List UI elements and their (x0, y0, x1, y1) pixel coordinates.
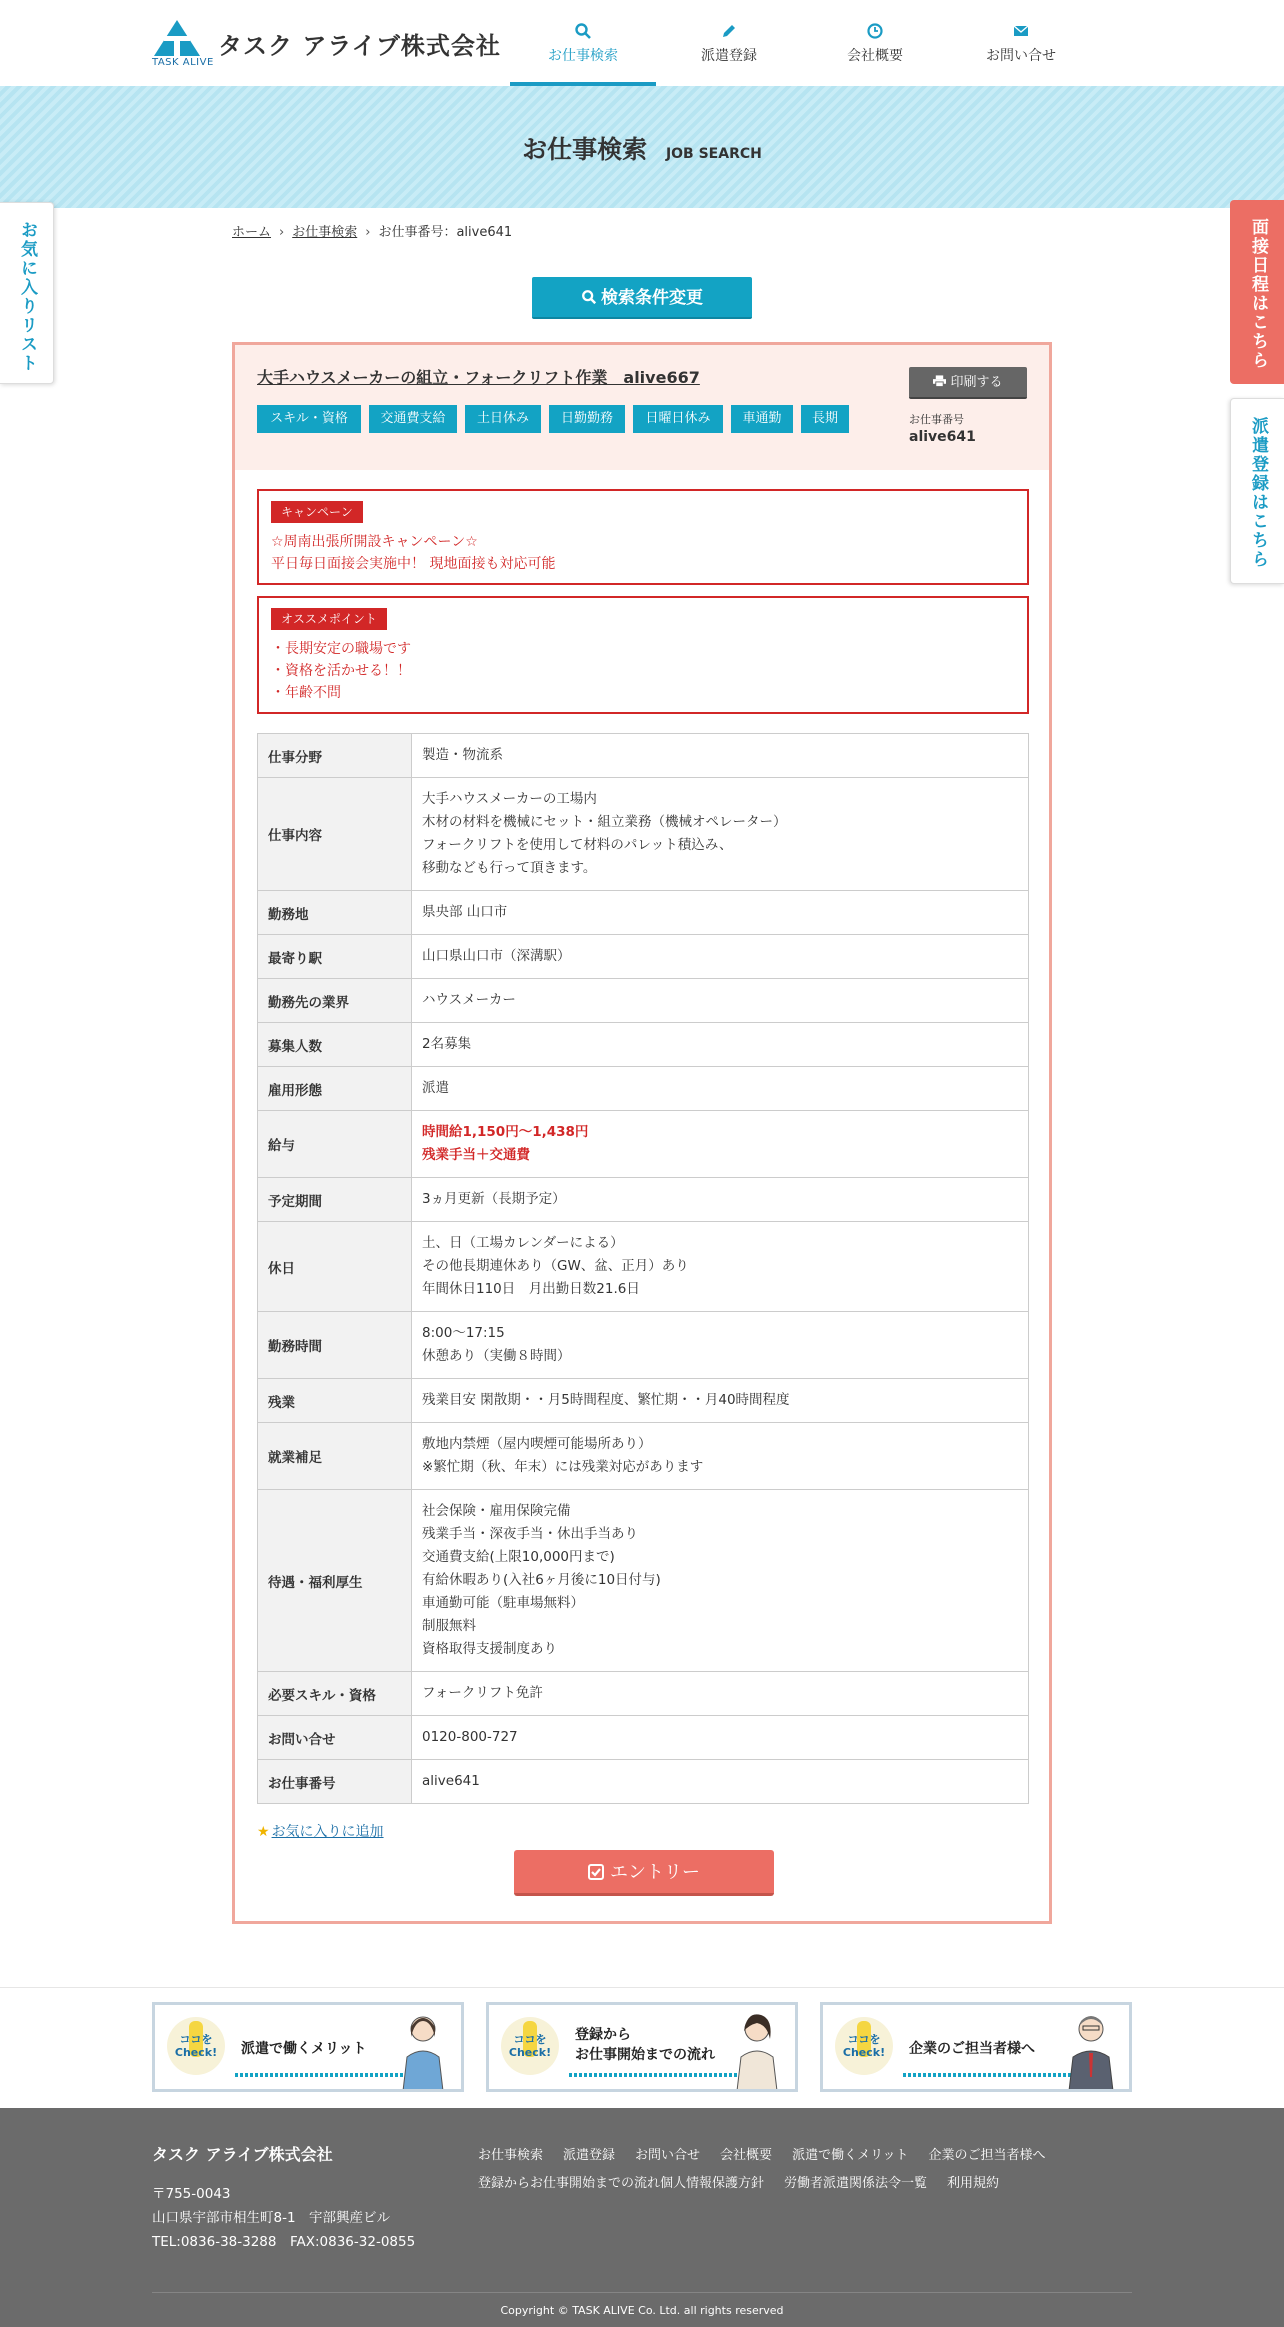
spec-row (258, 1178, 1029, 1222)
banner-strip (235, 2073, 415, 2077)
spec-label: 予定期間 (258, 1178, 412, 1222)
spec-row (258, 891, 1029, 935)
spec-value (412, 935, 1029, 979)
site-footer (0, 2108, 1284, 2327)
spec-value (412, 1222, 1029, 1312)
spec-row (258, 778, 1029, 891)
spec-label: 勤務時間 (258, 1312, 412, 1379)
spec-line: alive641 (422, 1773, 480, 1789)
spec-label: 休日 (258, 1222, 412, 1312)
spec-row (258, 1490, 1029, 1672)
job-title[interactable]: 大手ハウスメーカーの組立・フォークリフト作業 alive667 (257, 368, 700, 387)
spec-row (258, 1067, 1029, 1111)
footer-link-corporate[interactable]: 企業のご担当者様へ (928, 2148, 1046, 2163)
spec-line: フォークリフトを使用して材料のパレット積込み、 (422, 837, 733, 853)
spec-line: 制服無料 (422, 1618, 476, 1634)
search-icon (574, 22, 592, 40)
spec-row (258, 1760, 1029, 1804)
site-header (0, 0, 1284, 86)
spec-value (412, 1379, 1029, 1423)
spec-row (258, 1672, 1029, 1716)
footer-street: 山口県宇部市相生町8-1 宇部興産ビル (152, 2210, 391, 2226)
spec-label: 勤務地 (258, 891, 412, 935)
banner-line: お仕事開始までの流れ (575, 2047, 715, 2063)
spec-label: 雇用形態 (258, 1067, 412, 1111)
recommend-box (257, 596, 1029, 714)
spec-line: 3ヵ月更新（長期予定） (422, 1191, 566, 1207)
envelope-icon (1012, 22, 1030, 40)
interview-schedule-label: 面接日程はこちら (1248, 218, 1268, 370)
logo-subtitle: TASK ALIVE (152, 57, 214, 68)
spec-line: 大手ハウスメーカーの工場内 (422, 791, 597, 807)
breadcrumb-current: お仕事番号：alive641 (378, 225, 513, 240)
spec-label: 就業補足 (258, 1423, 412, 1490)
campaign-badge: キャンペーン (271, 501, 363, 523)
spec-label: 給与 (258, 1111, 412, 1178)
spec-line: 車通勤可能（駐車場無料） (422, 1595, 584, 1611)
footer-link-laws[interactable]: 労働者派遣関係法令一覧 (784, 2176, 928, 2191)
job-spec-table (257, 733, 1029, 1804)
recommend-line: ・年齢不問 (271, 685, 341, 701)
spec-line: 製造・物流系 (422, 747, 503, 763)
spec-label: 待遇・福利厚生 (258, 1490, 412, 1672)
spec-line: ハウスメーカー (422, 992, 516, 1008)
spec-value (412, 734, 1029, 778)
spec-row (258, 1716, 1029, 1760)
logo-text: タスク アライブ株式会社 (218, 32, 501, 60)
spec-value (412, 1490, 1029, 1672)
nav-label: 派遣登録 (701, 48, 757, 64)
add-favorite-link[interactable] (257, 1821, 384, 1841)
spec-row (258, 1379, 1029, 1423)
nav-label: お問い合せ (986, 48, 1056, 64)
job-tag: 長期 (801, 405, 849, 433)
breadcrumb-home[interactable]: ホーム (232, 225, 272, 240)
banner-dispatch-merit[interactable] (152, 2002, 464, 2092)
banner-text (575, 2025, 715, 2065)
spec-line: 派遣 (422, 1080, 449, 1096)
check-badge (835, 2017, 893, 2075)
footer-phone: TEL:0836-38-3288 FAX:0836-32-0855 (152, 2234, 416, 2250)
section-divider (0, 1987, 1284, 1988)
spec-value (412, 1111, 1029, 1178)
spec-line: 県央部 山口市 (422, 904, 508, 920)
staff-woman-illustration (393, 2007, 453, 2091)
spec-line: 資格取得支援制度あり (422, 1641, 557, 1657)
spec-value (412, 1312, 1029, 1379)
footer-divider (152, 2292, 1132, 2293)
spec-label: 仕事内容 (258, 778, 412, 891)
job-tag: 交通費支給 (369, 405, 457, 433)
spec-row (258, 979, 1029, 1023)
spec-value (412, 1672, 1029, 1716)
banner-line: 登録から (575, 2027, 631, 2043)
spec-line: 移動なども行って頂きます。 (422, 860, 597, 876)
nav-contact[interactable] (948, 0, 1094, 86)
spec-line: フォークリフト免許 (422, 1685, 543, 1701)
spec-value (412, 1023, 1029, 1067)
entry-button[interactable] (514, 1850, 774, 1896)
campaign-line: 平日毎日面接会実施中！ 現地面接も対応可能 (271, 556, 556, 572)
registration-label: 派遣登録はこちら (1248, 417, 1268, 569)
banner-text (241, 2039, 366, 2059)
spec-line: 敷地内禁煙（屋内喫煙可能場所あり） (422, 1436, 652, 1452)
businessman-illustration (1061, 2007, 1121, 2091)
spec-label: お問い合せ (258, 1716, 412, 1760)
job-tag: 車通勤 (731, 405, 793, 433)
spec-label: 勤務先の業界 (258, 979, 412, 1023)
spec-row (258, 1312, 1029, 1379)
spec-line: 残業目安 閑散期・・月5時間程度、繁忙期・・月40時間程度 (422, 1392, 790, 1408)
spec-line: 年間休日110日 月出勤日数21.6日 (422, 1281, 640, 1297)
check-text: ココを Check! (842, 2033, 886, 2059)
spec-line: 交通費支給(上限10,000円まで) (422, 1549, 615, 1565)
spec-line: 休憩あり（実働８時間） (422, 1348, 571, 1364)
spec-value (412, 1716, 1029, 1760)
recommend-line: ・資格を活かせる！！ (271, 663, 411, 679)
nav-label: 会社概要 (847, 48, 903, 64)
favorites-list-tab[interactable] (0, 202, 54, 384)
chevron-right-icon: › (365, 225, 371, 240)
page-hero (0, 86, 1284, 208)
spec-row (258, 1023, 1029, 1067)
footer-links (478, 2142, 1098, 2198)
footer-link-merit[interactable]: 派遣で働くメリット (792, 2148, 909, 2163)
footer-link-contact[interactable]: お問い合せ (635, 2148, 701, 2163)
footer-link-job-search[interactable]: お仕事検索 (478, 2148, 544, 2163)
print-button[interactable] (909, 367, 1027, 399)
spec-value (412, 778, 1029, 891)
spec-label: 仕事分野 (258, 734, 412, 778)
spec-label: お仕事番号 (258, 1760, 412, 1804)
spec-label: 募集人数 (258, 1023, 412, 1067)
chevron-right-icon: › (279, 225, 285, 240)
job-card-header (235, 345, 1049, 470)
job-tag: 日勤勤務 (549, 405, 625, 433)
spec-line: 土、日（工場カレンダーによる） (422, 1235, 624, 1251)
spec-value (412, 1178, 1029, 1222)
spec-row (258, 734, 1029, 778)
spec-line: その他長期連休あり（GW、盆、正月）あり (422, 1258, 689, 1274)
nav-job-search[interactable] (510, 0, 656, 86)
nav-label: お仕事検索 (548, 48, 618, 64)
footer-copyright: Copyright © TASK ALIVE Co. Ltd. all rights reserved (500, 2304, 784, 2317)
nav-registration[interactable] (656, 0, 802, 86)
banner-text (909, 2039, 1035, 2059)
banner-flow[interactable] (486, 2002, 798, 2092)
check-text: ココを Check! (174, 2033, 218, 2059)
banner-strip (903, 2073, 1083, 2077)
page-title (0, 130, 1284, 166)
print-label: 印刷する (950, 375, 1003, 390)
footer-company: タスク アライブ株式会社 (152, 2145, 333, 2164)
spec-line: 2名募集 (422, 1036, 472, 1052)
check-badge (501, 2017, 559, 2075)
interview-schedule-tab[interactable] (1230, 200, 1284, 384)
printer-icon (933, 375, 946, 387)
spec-label: 残業 (258, 1379, 412, 1423)
change-search-button[interactable] (532, 277, 752, 319)
entry-label: エントリー (610, 1862, 700, 1883)
footer-link-terms[interactable]: 利用規約 (947, 2176, 1000, 2191)
spec-line: 山口県山口市（深溝駅） (422, 948, 571, 964)
favorites-list-label: お気に入りリスト (17, 221, 37, 373)
spec-value (412, 1067, 1029, 1111)
recommend-text (271, 638, 411, 704)
check-square-icon (588, 1864, 604, 1880)
spec-line: 残業手当＋交通費 (422, 1147, 530, 1163)
spec-line: 残業手当・深夜手当・休出手当あり (422, 1526, 638, 1542)
spec-value (412, 891, 1029, 935)
job-card (232, 342, 1052, 1924)
pencil-icon (720, 22, 738, 40)
footer-link-registration[interactable]: 派遣登録 (563, 2148, 616, 2163)
breadcrumb-search[interactable]: お仕事検索 (292, 225, 358, 240)
job-tag: スキル・資格 (257, 405, 361, 433)
spec-line: 0120-800-727 (422, 1729, 518, 1745)
footer-link-company[interactable]: 会社概要 (720, 2148, 773, 2163)
job-number-label: お仕事番号 (909, 413, 964, 426)
woman-illustration (727, 2007, 787, 2091)
spec-line: 木材の材料を機械にセット・組立業務（機械オペレーター） (422, 814, 787, 830)
check-text: ココを Check! (508, 2033, 552, 2059)
job-number-value: alive641 (909, 429, 976, 445)
spec-line: 8:00～17:15 (422, 1325, 505, 1341)
banner-line: 企業のご担当者様へ (909, 2041, 1035, 2057)
add-favorite-label: お気に入りに追加 (271, 1824, 384, 1840)
banner-corporate[interactable] (820, 2002, 1132, 2092)
campaign-text (271, 531, 555, 575)
recommend-line: ・長期安定の職場です (271, 641, 411, 657)
page-title-ja: お仕事検索 (522, 135, 648, 164)
spec-label: 最寄り駅 (258, 935, 412, 979)
spec-label: 必要スキル・資格 (258, 1672, 412, 1716)
campaign-line: ☆周南出張所開設キャンペーン☆ (271, 534, 478, 550)
star-icon: ★ (257, 1824, 270, 1840)
check-badge (167, 2017, 225, 2075)
spec-value (412, 1423, 1029, 1490)
spec-row (258, 1423, 1029, 1490)
search-icon (581, 289, 597, 305)
nav-company[interactable] (802, 0, 948, 86)
banner-line: 派遣で働くメリット (241, 2041, 367, 2057)
footer-address (152, 2182, 415, 2254)
spec-line: ※繁忙期（秋、年末）には残業対応があります (422, 1459, 704, 1475)
recommend-badge: オススメポイント (271, 608, 387, 630)
registration-tab[interactable] (1230, 398, 1284, 584)
spec-value (412, 1760, 1029, 1804)
spec-row (258, 1222, 1029, 1312)
footer-link-flow[interactable]: 登録からお仕事開始までの流れ (478, 2176, 661, 2191)
banner-strip (569, 2073, 749, 2077)
spec-value (412, 979, 1029, 1023)
footer-postal: 〒755-0043 (152, 2186, 231, 2202)
spec-line: 有給休暇あり(入社6ヶ月後に10日付与) (422, 1572, 661, 1588)
job-tag: 日曜日休み (633, 405, 723, 433)
spec-row (258, 1111, 1029, 1178)
footer-link-privacy[interactable]: 個人情報保護方針 (660, 2176, 765, 2191)
page-title-en: JOB SEARCH (665, 146, 762, 162)
clock-icon (866, 22, 884, 40)
change-search-label: 検索条件変更 (601, 288, 703, 308)
site-logo[interactable] (152, 18, 501, 70)
breadcrumb (232, 221, 512, 240)
campaign-box (257, 489, 1029, 585)
spec-line: 社会保険・雇用保険完備 (422, 1503, 571, 1519)
spec-line: 時間給1,150円～1,438円 (422, 1124, 589, 1140)
spec-row (258, 935, 1029, 979)
job-tag: 土日休み (465, 405, 541, 433)
